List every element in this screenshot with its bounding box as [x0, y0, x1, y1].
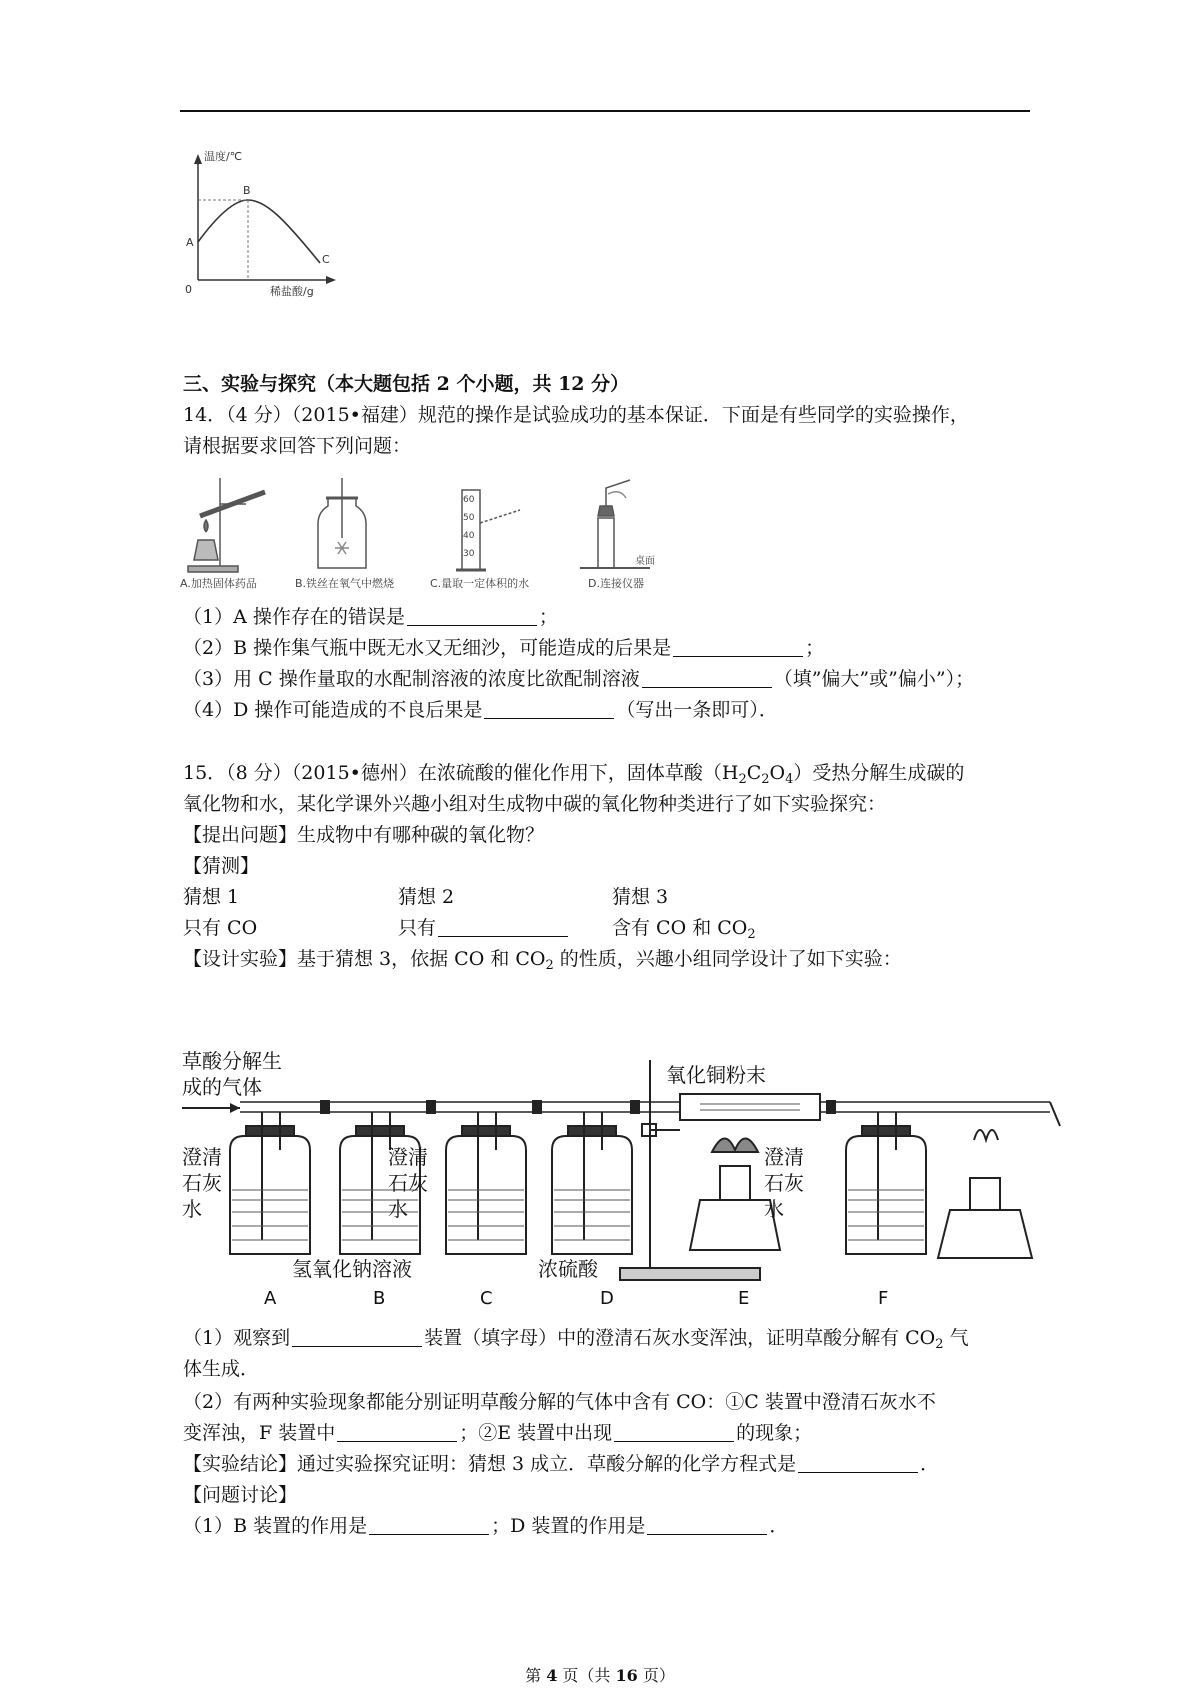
letter-e: E: [738, 1288, 750, 1309]
letter-d: D: [600, 1288, 614, 1309]
q15-intro-2: 氧化物和水，某化学课外兴趣小组对生成物中碳的氧化物种类进行了如下实验探究：: [183, 793, 887, 815]
answer-blank[interactable]: [407, 607, 537, 626]
graph-ylabel: 温度/℃: [204, 150, 243, 163]
gas-label-1: 草酸分解生: [182, 1049, 282, 1073]
cuo-label: 氧化铜粉末: [666, 1063, 766, 1087]
q14-part-1: （1）A 操作存在的错误是 ；: [183, 606, 558, 628]
q15-question: 【提出问题】生成物中有哪种碳的氧化物？: [183, 824, 545, 846]
q15-part-2-cont: 变浑浊，F 装置中 ；②E 装置中出现 的现象；: [183, 1422, 813, 1444]
h2so4-label: 浓硫酸: [538, 1257, 598, 1281]
lime-f-3: 水: [764, 1197, 784, 1221]
fig-caption-b: B.铁丝在氧气中燃烧: [295, 577, 395, 590]
guess-3-title: 猜想 3: [612, 886, 669, 908]
answer-blank[interactable]: [647, 1516, 767, 1535]
guess-3: 含有 CO 和 $CO_2$: [612, 917, 756, 942]
q15-conclusion: 【实验结论】通过实验探究证明：猜想 3 成立．草酸分解的化学方程式是 ．: [183, 1453, 940, 1475]
graph-point-a: A: [186, 236, 194, 249]
fig-caption-d: D.连接仪器: [588, 577, 644, 590]
lime-f-2: 石灰: [764, 1171, 804, 1195]
q15-part-1-cont: 体生成．: [183, 1358, 260, 1380]
answer-blank[interactable]: [484, 700, 614, 719]
scale-40: 40: [463, 531, 475, 541]
q15-design: 【设计实验】基于猜想 3，依据 CO 和 $CO_2$ 的性质，兴趣小组同学设计了如下实验：: [183, 948, 902, 973]
q15-part-1: （1）观察到 装置（填字母）中的澄清石灰水变浑浊，证明草酸分解有 $CO_2$ 气: [183, 1327, 969, 1352]
page-footer: 第 4 页（共 16 页）: [525, 1666, 675, 1685]
q14-operations-figure: [180, 468, 700, 593]
q14-part-3: （3）用 C 操作量取的水配制溶液的浓度比欲配制溶液 （填”偏大”或”偏小”）；: [183, 668, 975, 690]
scale-30: 30: [463, 549, 475, 559]
op-a-heating-icon: [188, 478, 265, 572]
answer-blank[interactable]: [369, 1516, 489, 1535]
q14-intro-2: 请根据要求回答下列问题：: [183, 435, 412, 457]
gas-label-2: 成的气体: [182, 1075, 262, 1099]
graph-xlabel: 稀盐酸/g: [270, 285, 314, 298]
header-rule: [180, 110, 1030, 112]
letter-a: A: [264, 1288, 277, 1309]
q14-intro-1: 14．（4 分）（2015•福建）规范的操作是试验成功的基本保证．下面是有些同学的实验操作，: [183, 404, 969, 426]
answer-blank[interactable]: [292, 1328, 422, 1347]
q15-guess-title: 【猜测】: [183, 855, 260, 877]
apparatus-diagram: [180, 1040, 1080, 1310]
q14-part-2: （2）B 操作集气瓶中既无水又无细沙，可能造成的后果是 ；: [183, 637, 825, 659]
guess-1-title: 猜想 1: [183, 886, 240, 908]
lime-a-3: 水: [182, 1197, 202, 1221]
graph-point-c: C: [322, 253, 330, 266]
graph-point-b: B: [243, 184, 251, 197]
answer-blank[interactable]: [614, 1423, 734, 1442]
lime-c-3: 水: [388, 1197, 408, 1221]
lime-a-1: 澄清: [182, 1145, 222, 1169]
answer-blank[interactable]: [673, 638, 803, 657]
lime-c-1: 澄清: [388, 1145, 428, 1169]
lime-f-1: 澄清: [764, 1145, 804, 1169]
lime-a-2: 石灰: [182, 1171, 222, 1195]
guess-2: 只有: [398, 916, 570, 940]
naoh-label: 氢氧化钠溶液: [292, 1257, 412, 1281]
q15-discussion-1: （1）B 装置的作用是 ；D 装置的作用是 ．: [183, 1515, 789, 1537]
q15-intro-1: 15．（8 分）（2015•德州）在浓硫酸的催化作用下，固体草酸$(H_2C_2O_4)$受热分解生成碳的: [183, 762, 965, 787]
letter-f: F: [878, 1288, 889, 1309]
q15-part-2: （2）有两种实验现象都能分别证明草酸分解的气体中含有 CO：①C 装置中澄清石灰水不: [183, 1391, 936, 1413]
op-b-jar-icon: [318, 478, 366, 568]
fig-caption-a: A.加热固体药品: [180, 577, 257, 590]
answer-blank[interactable]: [642, 669, 772, 688]
op-d-connect-icon: [580, 480, 650, 568]
temperature-graph: [180, 150, 340, 320]
scale-60: 60: [463, 495, 475, 505]
answer-blank[interactable]: [337, 1423, 457, 1442]
graph-origin: 0: [185, 283, 192, 296]
answer-blank[interactable]: [798, 1454, 918, 1473]
letter-c: C: [480, 1288, 493, 1309]
q14-part-4: （4）D 操作可能造成的不良后果是 （写出一条即可）．: [183, 699, 778, 721]
answer-blank[interactable]: [438, 918, 568, 937]
q15-discussion: 【问题讨论】: [183, 1484, 298, 1506]
scale-50: 50: [463, 513, 475, 523]
letter-b: B: [373, 1288, 386, 1309]
section-heading: 三、实验与探究（本大题包括 2 个小题，共 12 分）: [183, 373, 630, 395]
fig-caption-c: C.量取一定体积的水: [430, 577, 530, 590]
lime-c-2: 石灰: [388, 1171, 428, 1195]
guess-1: 只有 CO: [183, 917, 258, 939]
guess-2-title: 猜想 2: [398, 886, 455, 908]
fig-table-label: 桌面: [635, 556, 655, 567]
